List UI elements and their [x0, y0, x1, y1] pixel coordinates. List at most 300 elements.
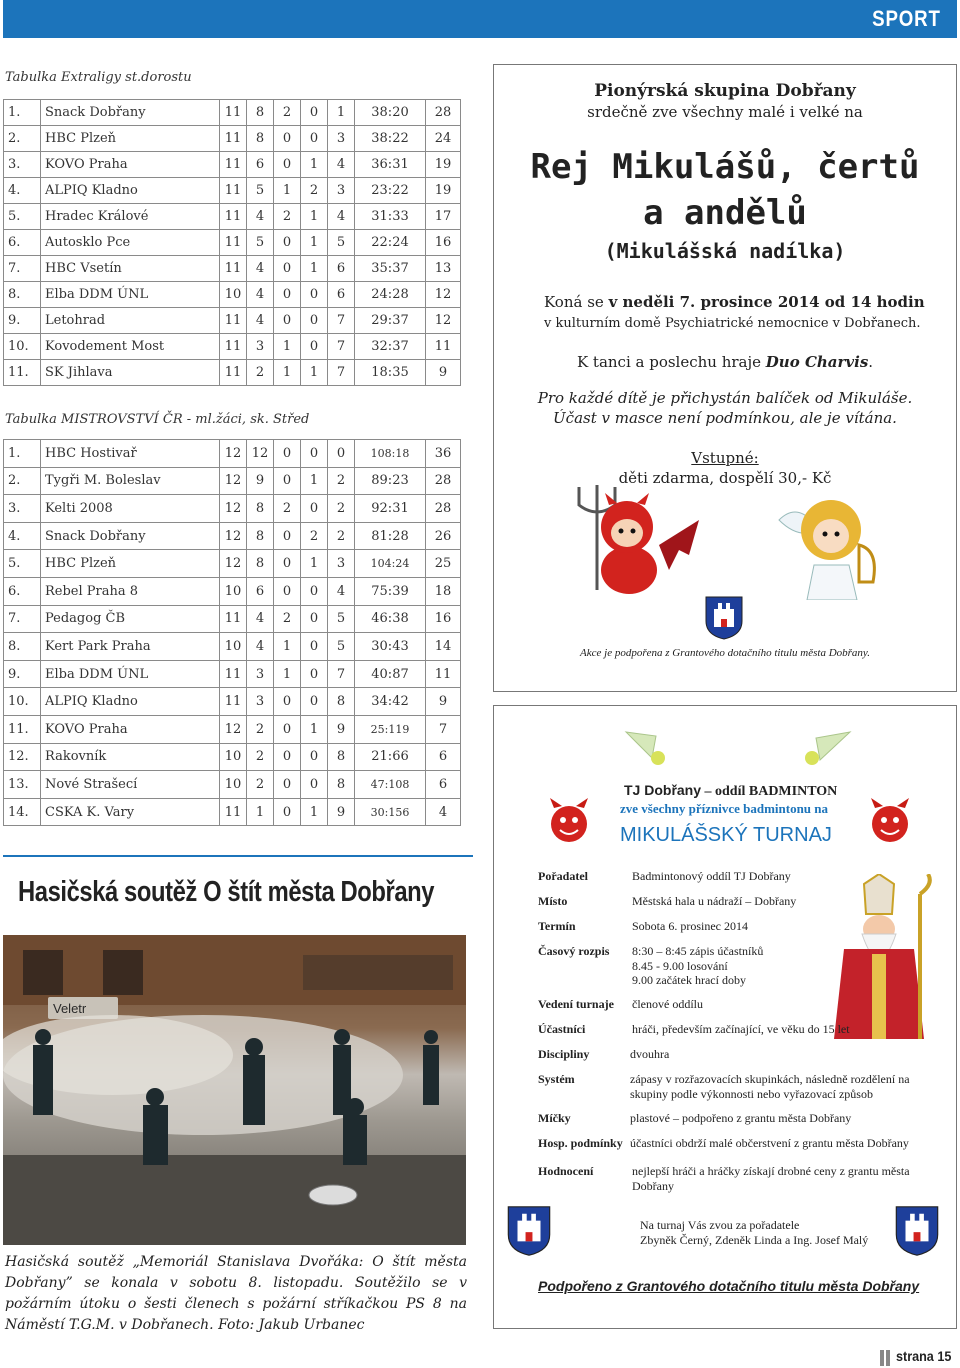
won-cell: 8 — [247, 550, 274, 578]
drawn-cell: 2 — [274, 605, 301, 633]
score-cell: 32:37 — [355, 334, 426, 360]
info-value-2: skupiny podle výkonnosti nebo vyřazovací způsob — [630, 1087, 873, 1101]
drawn-cell: 0 — [274, 126, 301, 152]
table-row — [4, 605, 461, 633]
st-nicholas-illustration — [824, 874, 934, 1044]
rank-cell: 9. — [4, 308, 41, 334]
won-cell: 2 — [247, 771, 274, 799]
team-name-cell: ALPIQ Kladno — [41, 688, 220, 716]
table-row — [4, 577, 461, 605]
drawn-cell: 1 — [274, 360, 301, 386]
won-cell: 6 — [247, 152, 274, 178]
score-cell: 22:24 — [355, 230, 426, 256]
table-row — [4, 688, 461, 716]
overtime-cell: 0 — [301, 577, 328, 605]
table-row — [4, 467, 461, 495]
played-cell: 11 — [220, 204, 247, 230]
score-cell: 25:119 — [355, 715, 426, 743]
played-cell: 10 — [220, 743, 247, 771]
rank-cell: 2. — [4, 467, 41, 495]
drawn-cell: 2 — [274, 495, 301, 523]
overtime-cell: 0 — [301, 126, 328, 152]
points-cell: 28 — [426, 100, 461, 126]
drawn-cell: 0 — [274, 522, 301, 550]
lost-cell: 4 — [328, 152, 355, 178]
points-cell: 25 — [426, 550, 461, 578]
team-name-cell: Kovodement Most — [41, 334, 220, 360]
info-label: Hosp. podmínky — [538, 1136, 623, 1150]
overtime-cell: 1 — [301, 798, 328, 826]
drawn-cell: 0 — [274, 798, 301, 826]
played-cell: 11 — [220, 230, 247, 256]
pionyr-when — [544, 293, 925, 311]
lost-cell: 3 — [328, 550, 355, 578]
pionyr-music-prefix: K tanci a poslechu hraje — [576, 353, 766, 371]
info-value-2: Dobřany — [632, 1179, 674, 1193]
rank-cell: 1. — [4, 100, 41, 126]
team-name-cell: Nové Strašecí — [41, 771, 220, 799]
score-cell: 38:22 — [355, 126, 426, 152]
pionyr-costume: Účast v masce není podmínkou, ale je vítána. — [553, 409, 897, 427]
overtime-cell: 0 — [301, 771, 328, 799]
overtime-cell: 0 — [301, 308, 328, 334]
info-value: Městská hala u nádraží – Dobřany — [632, 894, 797, 908]
pionyr-org: Pionýrská skupina Dobřany — [594, 81, 856, 101]
points-cell: 16 — [426, 605, 461, 633]
played-cell: 12 — [220, 715, 247, 743]
team-name-cell: Rebel Praha 8 — [41, 577, 220, 605]
pionyr-title-2: a andělů — [643, 193, 807, 233]
table-row — [4, 256, 461, 282]
overtime-cell: 1 — [301, 467, 328, 495]
team-name-cell: ALPIQ Kladno — [41, 178, 220, 204]
lost-cell: 4 — [328, 577, 355, 605]
overtime-cell: 1 — [301, 360, 328, 386]
table-row — [4, 633, 461, 661]
rank-cell: 11. — [4, 360, 41, 386]
footer-stripes-icon — [880, 1346, 892, 1366]
table-row — [4, 178, 461, 204]
lost-cell: 2 — [328, 495, 355, 523]
table-row — [4, 204, 461, 230]
mistrovstvi-table — [3, 439, 461, 826]
lost-cell: 7 — [328, 360, 355, 386]
team-name-cell: HBC Hostivař — [41, 440, 220, 468]
drawn-cell: 1 — [274, 334, 301, 360]
pionyr-subtitle: (Mikulášská nadílka) — [604, 239, 846, 263]
team-name-cell: SK Jihlava — [41, 360, 220, 386]
overtime-cell: 0 — [301, 100, 328, 126]
badminton-event: MIKULÁŠSKÝ TURNAJ — [620, 824, 832, 846]
firefighters-photo — [3, 935, 466, 1245]
team-name-cell: Tygři M. Boleslav — [41, 467, 220, 495]
info-label: Časový rozpis — [538, 944, 610, 958]
lost-cell: 4 — [328, 204, 355, 230]
points-cell: 26 — [426, 522, 461, 550]
info-value: Badmintonový oddíl TJ Dobřany — [632, 869, 791, 883]
mistrovstvi-title: Tabulka MISTROVSTVÍ ČR - ml.žáci, sk. Střed — [5, 412, 310, 427]
overtime-cell: 0 — [301, 688, 328, 716]
overtime-cell: 0 — [301, 605, 328, 633]
points-cell: 36 — [426, 440, 461, 468]
drawn-cell: 0 — [274, 308, 301, 334]
team-name-cell: Autosklo Pce — [41, 230, 220, 256]
rank-cell: 7. — [4, 256, 41, 282]
won-cell: 1 — [247, 798, 274, 826]
played-cell: 11 — [220, 308, 247, 334]
pionyr-music — [494, 353, 956, 371]
hasici-caption: Hasičská soutěž „Memoriál Stanislava Dvořáka: O štít města Dobřany” se konala v sobotu 8. listopadu. Soutěžilo se v požárním útoku o šesti členech s požární stříkačkou PS 8 na Náměstí T.G.M. v Dobřanech. Foto: Jakub Urbanec — [5, 1254, 467, 1333]
info-value: plastové – podpořeno z grantu města Dobřany — [630, 1111, 852, 1125]
info-label: Hodnocení — [538, 1164, 594, 1178]
shuttlecock-icon-2 — [794, 728, 854, 768]
overtime-cell: 2 — [301, 522, 328, 550]
info-label: Míčky — [538, 1111, 571, 1125]
table-row — [4, 334, 461, 360]
info-value: členové oddílu — [632, 997, 703, 1011]
overtime-cell: 1 — [301, 715, 328, 743]
pionyr-poster — [493, 64, 957, 692]
badminton-club — [624, 782, 837, 800]
played-cell: 11 — [220, 334, 247, 360]
won-cell: 5 — [247, 178, 274, 204]
played-cell: 10 — [220, 282, 247, 308]
badminton-club-name: TJ Dobřany — [624, 782, 702, 798]
drawn-cell: 0 — [274, 577, 301, 605]
drawn-cell: 1 — [274, 178, 301, 204]
table-row — [4, 715, 461, 743]
firefighters-photo-art — [3, 935, 466, 1245]
played-cell: 11 — [220, 152, 247, 178]
info-label: Místo — [538, 894, 568, 908]
points-cell: 4 — [426, 798, 461, 826]
score-cell: 46:38 — [355, 605, 426, 633]
lost-cell: 9 — [328, 715, 355, 743]
won-cell: 4 — [247, 633, 274, 661]
info-value: hráči, především začínající, ve věku do 15 let — [632, 1022, 850, 1036]
info-label: Pořadatel — [538, 869, 588, 883]
lost-cell: 8 — [328, 771, 355, 799]
points-cell: 11 — [426, 334, 461, 360]
lost-cell: 7 — [328, 308, 355, 334]
rank-cell: 9. — [4, 660, 41, 688]
drawn-cell: 0 — [274, 688, 301, 716]
lost-cell: 6 — [328, 256, 355, 282]
rank-cell: 4. — [4, 178, 41, 204]
pionyr-fee: děti zdarma, dospělí 30,- Kč — [618, 469, 832, 487]
drawn-cell: 2 — [274, 100, 301, 126]
rank-cell: 1. — [4, 440, 41, 468]
won-cell: 4 — [247, 256, 274, 282]
team-name-cell: KOVO Praha — [41, 715, 220, 743]
won-cell: 9 — [247, 467, 274, 495]
team-name-cell: Snack Dobřany — [41, 522, 220, 550]
devil-face-icon-2 — [867, 798, 913, 844]
lost-cell: 7 — [328, 334, 355, 360]
rank-cell: 3. — [4, 152, 41, 178]
pionyr-fee-label: Vstupné: — [691, 449, 759, 467]
won-cell: 2 — [247, 360, 274, 386]
drawn-cell: 0 — [274, 771, 301, 799]
lost-cell: 3 — [328, 178, 355, 204]
score-cell: 47:108 — [355, 771, 426, 799]
drawn-cell: 0 — [274, 282, 301, 308]
lost-cell: 7 — [328, 660, 355, 688]
shuttlecock-icon — [622, 728, 670, 768]
extraliga-table — [3, 99, 461, 386]
lost-cell: 0 — [328, 440, 355, 468]
played-cell: 12 — [220, 440, 247, 468]
info-value: Sobota 6. prosinec 2014 — [632, 919, 748, 933]
drawn-cell: 2 — [274, 204, 301, 230]
played-cell: 11 — [220, 100, 247, 126]
table-row — [4, 522, 461, 550]
lost-cell: 8 — [328, 743, 355, 771]
lost-cell: 6 — [328, 282, 355, 308]
drawn-cell: 0 — [274, 743, 301, 771]
rank-cell: 12. — [4, 743, 41, 771]
table-row — [4, 152, 461, 178]
played-cell: 12 — [220, 467, 247, 495]
played-cell: 11 — [220, 126, 247, 152]
team-name-cell: HBC Vsetín — [41, 256, 220, 282]
won-cell: 4 — [247, 282, 274, 308]
played-cell: 12 — [220, 550, 247, 578]
rank-cell: 7. — [4, 605, 41, 633]
info-label: Termín — [538, 919, 576, 933]
pionyr-invite: srdečně zve všechny malé i velké na — [587, 103, 863, 121]
team-name-cell: Elba DDM ÚNL — [41, 660, 220, 688]
won-cell: 3 — [247, 334, 274, 360]
overtime-cell: 0 — [301, 334, 328, 360]
table-row — [4, 230, 461, 256]
points-cell: 14 — [426, 633, 461, 661]
pionyr-title-1: Rej Mikulášů, čertů — [530, 147, 920, 187]
table-row — [4, 495, 461, 523]
table-row — [4, 771, 461, 799]
table-row — [4, 440, 461, 468]
score-cell: 38:20 — [355, 100, 426, 126]
played-cell: 11 — [220, 256, 247, 282]
score-cell: 31:33 — [355, 204, 426, 230]
table-row — [4, 308, 461, 334]
lost-cell: 5 — [328, 230, 355, 256]
overtime-cell: 0 — [301, 282, 328, 308]
overtime-cell: 0 — [301, 633, 328, 661]
lost-cell: 1 — [328, 100, 355, 126]
score-cell: 104:24 — [355, 550, 426, 578]
played-cell: 10 — [220, 633, 247, 661]
overtime-cell: 1 — [301, 256, 328, 282]
rank-cell: 5. — [4, 550, 41, 578]
coat-of-arms-icon-right — [894, 1204, 940, 1258]
won-cell: 12 — [247, 440, 274, 468]
won-cell: 2 — [247, 743, 274, 771]
lost-cell: 8 — [328, 688, 355, 716]
coat-of-arms-icon-left — [506, 1204, 552, 1258]
rank-cell: 4. — [4, 522, 41, 550]
table-row — [4, 282, 461, 308]
score-cell: 81:28 — [355, 522, 426, 550]
points-cell: 19 — [426, 178, 461, 204]
team-name-cell: Snack Dobřany — [41, 100, 220, 126]
points-cell: 12 — [426, 308, 461, 334]
pionyr-music-suffix: . — [868, 353, 874, 371]
info-value: účastníci obdrží malé občerstvení z grantu města Dobřany — [630, 1136, 909, 1150]
table-row — [4, 100, 461, 126]
score-cell: 35:37 — [355, 256, 426, 282]
points-cell: 6 — [426, 743, 461, 771]
drawn-cell: 0 — [274, 715, 301, 743]
team-name-cell: KOVO Praha — [41, 152, 220, 178]
team-name-cell: Letohrad — [41, 308, 220, 334]
team-name-cell: Elba DDM ÚNL — [41, 282, 220, 308]
hasici-headline: Hasičská soutěž O štít města Dobřany — [18, 876, 435, 908]
points-cell: 6 — [426, 771, 461, 799]
played-cell: 11 — [220, 360, 247, 386]
coat-of-arms-icon — [704, 595, 744, 641]
points-cell: 28 — [426, 467, 461, 495]
played-cell: 11 — [220, 178, 247, 204]
lost-cell: 9 — [328, 798, 355, 826]
score-cell: 24:28 — [355, 282, 426, 308]
played-cell: 11 — [220, 660, 247, 688]
won-cell: 8 — [247, 522, 274, 550]
drawn-cell: 0 — [274, 152, 301, 178]
overtime-cell: 0 — [301, 495, 328, 523]
info-label: Účastníci — [538, 1022, 586, 1036]
lost-cell: 2 — [328, 522, 355, 550]
overtime-cell: 1 — [301, 230, 328, 256]
rank-cell: 11. — [4, 715, 41, 743]
won-cell: 3 — [247, 660, 274, 688]
drawn-cell: 0 — [274, 230, 301, 256]
lost-cell: 5 — [328, 605, 355, 633]
points-cell: 9 — [426, 360, 461, 386]
lost-cell: 2 — [328, 467, 355, 495]
rank-cell: 3. — [4, 495, 41, 523]
team-name-cell: HBC Plzeň — [41, 126, 220, 152]
points-cell: 11 — [426, 660, 461, 688]
overtime-cell: 0 — [301, 660, 328, 688]
team-name-cell: HBC Plzeň — [41, 550, 220, 578]
drawn-cell: 0 — [274, 550, 301, 578]
info-value: dvouhra — [630, 1047, 670, 1061]
played-cell: 11 — [220, 798, 247, 826]
lost-cell: 5 — [328, 633, 355, 661]
table-row — [4, 360, 461, 386]
info-value-2: 8.45 - 9.00 losování — [632, 959, 728, 973]
team-name-cell: Kelti 2008 — [41, 495, 220, 523]
table-row — [4, 126, 461, 152]
drawn-cell: 0 — [274, 256, 301, 282]
section-divider — [3, 855, 473, 857]
overtime-cell: 2 — [301, 178, 328, 204]
overtime-cell: 0 — [301, 440, 328, 468]
score-cell: 30:156 — [355, 798, 426, 826]
section-label: SPORT — [872, 6, 941, 31]
won-cell: 8 — [247, 495, 274, 523]
drawn-cell: 0 — [274, 440, 301, 468]
team-name-cell: CSKA K. Vary — [41, 798, 220, 826]
played-cell: 12 — [220, 522, 247, 550]
table-row — [4, 660, 461, 688]
photo-sign: Veletr — [53, 1001, 87, 1016]
devil-illustration — [549, 475, 709, 595]
score-cell: 29:37 — [355, 308, 426, 334]
won-cell: 6 — [247, 577, 274, 605]
points-cell: 24 — [426, 126, 461, 152]
overtime-cell: 0 — [301, 743, 328, 771]
badminton-poster — [493, 705, 957, 1329]
badminton-club-rest: – oddíl BADMINTON — [701, 784, 838, 799]
team-name-cell: Rakovník — [41, 743, 220, 771]
won-cell: 8 — [247, 126, 274, 152]
info-value: zápasy v rozřazovacích skupinkách, následně rozdělení na — [630, 1072, 910, 1086]
score-cell: 23:22 — [355, 178, 426, 204]
score-cell: 108:18 — [355, 440, 426, 468]
score-cell: 40:87 — [355, 660, 426, 688]
rank-cell: 14. — [4, 798, 41, 826]
played-cell: 10 — [220, 771, 247, 799]
pionyr-gift: Pro každé dítě je přichystán balíček od Mikuláše. — [537, 389, 913, 407]
pionyr-when-prefix: Koná se — [544, 293, 609, 311]
won-cell: 8 — [247, 100, 274, 126]
score-cell: 21:66 — [355, 743, 426, 771]
team-name-cell: Hradec Králové — [41, 204, 220, 230]
table-row — [4, 798, 461, 826]
badminton-closing-2: Zbyněk Černý, Zdeněk Linda a Ing. Josef Malý — [640, 1233, 869, 1247]
points-cell: 19 — [426, 152, 461, 178]
points-cell: 13 — [426, 256, 461, 282]
score-cell: 75:39 — [355, 577, 426, 605]
overtime-cell: 1 — [301, 152, 328, 178]
points-cell: 9 — [426, 688, 461, 716]
won-cell: 4 — [247, 308, 274, 334]
score-cell: 92:31 — [355, 495, 426, 523]
info-value: nejlepší hráči a hráčky získají drobné ceny z grantu města — [632, 1164, 910, 1178]
pionyr-support: Akce je podpořena z Grantového dotačního titulu města Dobřany. — [580, 647, 870, 659]
info-value: 8:30 – 8:45 zápis účastníků — [632, 944, 764, 958]
info-label: Systém — [538, 1072, 575, 1086]
drawn-cell: 1 — [274, 633, 301, 661]
info-value-3: 9.00 začátek hrací doby — [632, 973, 746, 987]
points-cell: 28 — [426, 495, 461, 523]
rank-cell: 10. — [4, 334, 41, 360]
points-cell: 17 — [426, 204, 461, 230]
points-cell: 7 — [426, 715, 461, 743]
won-cell: 4 — [247, 605, 274, 633]
lost-cell: 3 — [328, 126, 355, 152]
table-row — [4, 743, 461, 771]
rank-cell: 13. — [4, 771, 41, 799]
won-cell: 3 — [247, 688, 274, 716]
rank-cell: 2. — [4, 126, 41, 152]
drawn-cell: 0 — [274, 467, 301, 495]
score-cell: 34:42 — [355, 688, 426, 716]
score-cell: 18:35 — [355, 360, 426, 386]
rank-cell: 10. — [4, 688, 41, 716]
points-cell: 18 — [426, 577, 461, 605]
rank-cell: 8. — [4, 633, 41, 661]
played-cell: 11 — [220, 605, 247, 633]
badminton-invite: zve všechny příznivce badmintonu na — [620, 801, 829, 816]
devil-face-icon — [546, 798, 592, 844]
team-name-cell: Pedagog ČB — [41, 605, 220, 633]
badminton-closing-1: Na turnaj Vás zvou za pořadatele — [640, 1218, 800, 1232]
rank-cell: 6. — [4, 577, 41, 605]
overtime-cell: 1 — [301, 204, 328, 230]
